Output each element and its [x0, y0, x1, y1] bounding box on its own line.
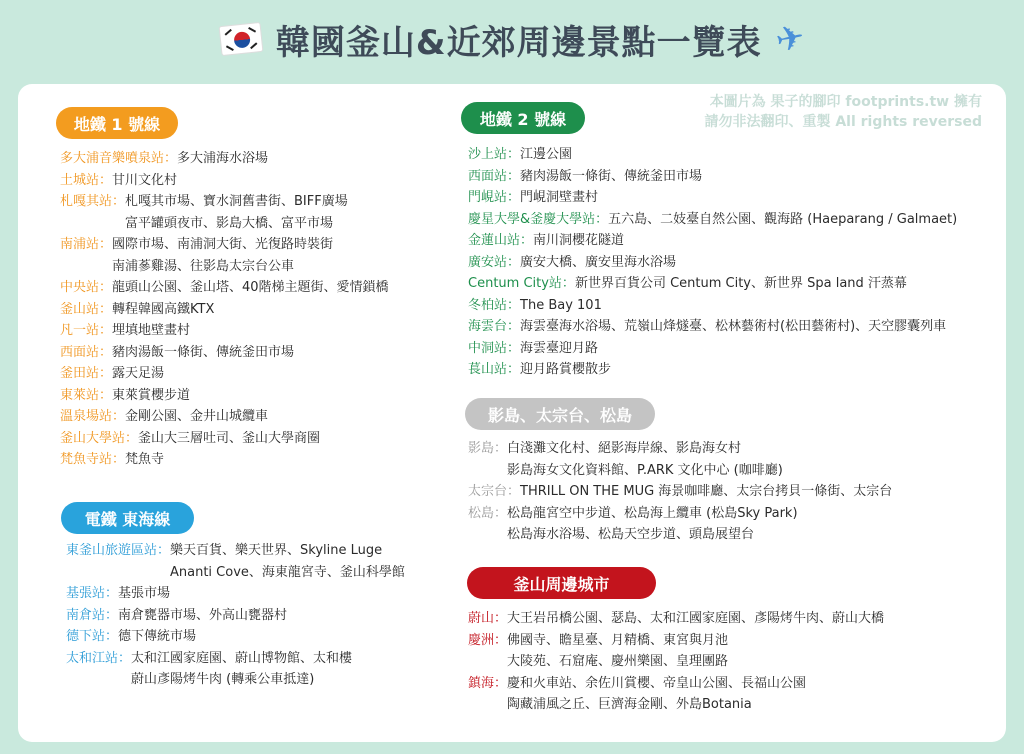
station-name: 西面站： [60, 344, 113, 360]
station-name: 影島： [468, 441, 508, 456]
station-name: 土城站： [60, 172, 113, 188]
attractions-text: 基張市場 [118, 586, 171, 601]
attractions-text: 江邊公園 [520, 147, 573, 162]
station-name: 東釜山旅遊區站： [66, 543, 171, 558]
list-item [468, 295, 957, 317]
station-name: 西面站： [468, 168, 521, 184]
attractions-text: 南川洞櫻花隧道 [533, 233, 625, 248]
attractions-text: 多大浦海水浴場 [177, 151, 269, 166]
list-item [468, 187, 957, 209]
attractions-text: THRILL ON THE MUG 海景咖啡廳、太宗台拷貝一條街、太宗台 [520, 484, 893, 499]
attractions-continuation: 富平罐頭夜市、影島大橋、富平市場 [125, 215, 334, 231]
station-name: 蔚山： [468, 611, 508, 626]
station-name: 慶洲： [468, 632, 508, 648]
station-name: 松島： [468, 505, 508, 521]
station-name: 鎮海： [468, 675, 508, 691]
station-name: 釜田站： [60, 366, 113, 381]
list-item [60, 320, 389, 342]
list-item [468, 608, 884, 630]
attractions-text: 佛國寺、瞻星臺、月精橋、東宮與月池 [507, 632, 729, 648]
attractions-text: 德下傳統市場 [118, 629, 197, 644]
watermark: 本圖片為 果子的腳印 footprints.tw 擁有 請勿非法翻印、重製 All rights reversed [704, 94, 982, 130]
station-name: 東萊站： [60, 387, 113, 403]
list-item [60, 170, 389, 192]
list-item [468, 338, 957, 360]
list-item [60, 277, 389, 299]
station-name: 廣安站： [468, 254, 521, 270]
list-item [468, 144, 957, 166]
attractions-text: The Bay 101 [520, 297, 602, 313]
station-name: 基張站： [66, 586, 119, 601]
list-item [468, 630, 884, 652]
station-name: 中央站： [60, 280, 113, 295]
station-name: 沙上站： [468, 147, 521, 162]
line2-list [468, 144, 957, 381]
list-item [60, 191, 389, 213]
attractions-text: 海雲臺海水浴場、荒嶺山烽燧臺、松林藝術村(松田藝術村)、天空膠囊列車 [520, 319, 947, 334]
attractions-text: 廣安大橋、廣安里海水浴場 [520, 254, 677, 270]
section-label-line2: 地鐵 2 號線 [461, 102, 585, 134]
list-item [468, 316, 957, 338]
list-item [468, 230, 957, 252]
station-name: 釜山大學站： [60, 430, 139, 446]
donghae-list [66, 540, 405, 691]
attractions-text: 轉程韓國高鐵KTX [112, 301, 215, 317]
korea-flag-icon [218, 22, 263, 56]
list-item [468, 438, 892, 460]
section-label-islands: 影島、太宗台、松島 [465, 398, 655, 430]
station-name: 梵魚寺站： [60, 452, 126, 467]
attractions-continuation: 影島海女文化資料館、P.ARK 文化中心 (咖啡廳) [507, 462, 783, 478]
list-item [468, 209, 957, 231]
attractions-text: 國際市場、南浦洞大街、光復路時裝街 [112, 237, 334, 252]
attractions-text: 海雲臺迎月路 [520, 340, 599, 356]
attractions-text: 松島龍宮空中步道、松島海上纜車 (松島Sky Park) [507, 505, 798, 521]
attractions-text: 白淺灘文化村、絕影海岸線、影島海女村 [507, 441, 742, 456]
list-item [468, 273, 957, 295]
list-item [468, 481, 892, 503]
page-title: 韓國釜山&近郊周邊景點一覽表 [275, 22, 762, 63]
attractions-continuation: 蔚山彥陽烤牛肉 (轉乘公車抵達) [131, 672, 315, 687]
station-name: 釜山站： [60, 301, 113, 317]
attractions-continuation: 南浦蔘雞湯、往影島太宗台公車 [112, 258, 295, 274]
station-name: 札嘎其站： [60, 194, 126, 209]
attractions-continuation: Ananti Cove、海東龍宮寺、釜山科學館 [170, 564, 405, 580]
station-name: 慶星大學&釜慶大學站： [468, 211, 609, 227]
station-name: 德下站： [66, 629, 119, 644]
section-label-nearby: 釜山周邊城市 [467, 567, 656, 599]
attractions-continuation: 大陵苑、石窟庵、慶州樂園、皇理團路 [507, 654, 729, 669]
station-name: 門峴站： [468, 190, 521, 205]
airplane-icon: ✈ [771, 16, 808, 62]
attractions-text: 金剛公園、金井山城纜車 [125, 409, 269, 424]
list-item [468, 503, 892, 525]
list-item [66, 540, 405, 562]
station-name: Centum City站： [468, 276, 575, 291]
attractions-continuation: 陶藏浦風之丘、巨濟海金剛、外島Botania [507, 697, 752, 712]
attractions-text: 露天足湯 [112, 366, 165, 381]
station-name: 南倉站： [66, 607, 119, 623]
content-card [18, 84, 1006, 742]
list-item [66, 583, 405, 605]
nearby-list [468, 608, 884, 716]
list-item [468, 359, 957, 381]
list-item [60, 363, 389, 385]
station-name: 海雲台： [468, 319, 521, 334]
attractions-text: 札嘎其市場、寶水洞舊書街、BIFF廣場 [125, 194, 348, 209]
station-name: 太宗台： [468, 484, 521, 499]
attractions-text: 樂天百貨、樂天世界、Skyline Luge [170, 543, 383, 558]
attractions-continuation: 松島海水浴場、松島天空步道、頭島展望台 [507, 527, 755, 542]
attractions-text: 龍頭山公園、釜山塔、40階梯主題街、愛情鎖橋 [112, 280, 389, 295]
attractions-text: 埋填地壁畫村 [112, 323, 191, 338]
station-name: 溫泉場站： [60, 409, 126, 424]
attractions-text: 南倉甕器市場、外高山甕器村 [118, 607, 288, 623]
list-item [60, 148, 389, 170]
list-item [468, 166, 957, 188]
station-name: 南浦站： [60, 237, 113, 252]
list-item [60, 428, 389, 450]
attractions-text: 大王岩吊橋公園、瑟島、太和江國家庭園、彥陽烤牛肉、蔚山大橋 [507, 611, 885, 626]
list-item [66, 648, 405, 670]
list-item [66, 626, 405, 648]
list-item [66, 605, 405, 627]
attractions-text: 迎月路賞櫻散步 [520, 362, 612, 377]
attractions-text: 新世界百貨公司 Centum City、新世界 Spa land 汗蒸幕 [574, 276, 907, 291]
attractions-text: 門峴洞壁畫村 [520, 190, 599, 205]
station-name: 萇山站： [468, 362, 521, 377]
station-name: 太和江站： [66, 650, 132, 666]
header [0, 0, 1024, 78]
station-name: 冬柏站： [468, 297, 521, 313]
list-item [60, 385, 389, 407]
list-item [60, 342, 389, 364]
attractions-text: 梵魚寺 [125, 452, 165, 467]
list-item [60, 406, 389, 428]
attractions-text: 豬肉湯飯一條街、傳統釜田市場 [520, 168, 703, 184]
section-label-donghae: 電鐵 東海線 [61, 502, 194, 534]
list-item [468, 673, 884, 695]
station-name: 凡一站： [60, 323, 113, 338]
list-item [60, 449, 389, 471]
attractions-text: 釜山大三層吐司、釜山大學商圈 [138, 430, 321, 446]
attractions-text: 太和江國家庭園、蔚山博物館、太和樓 [131, 650, 353, 666]
attractions-text: 豬肉湯飯一條街、傳統釜田市場 [112, 344, 295, 360]
list-item [60, 299, 389, 321]
line1-list [60, 148, 389, 471]
section-label-line1: 地鐵 1 號線 [56, 107, 178, 139]
attractions-text: 慶和火車站、余佐川賞櫻、帝皇山公園、長福山公園 [507, 675, 807, 691]
list-item [468, 252, 957, 274]
attractions-text: 甘川文化村 [112, 172, 178, 188]
attractions-text: 東萊賞櫻步道 [112, 387, 191, 403]
list-item [60, 234, 389, 256]
islands-list [468, 438, 892, 546]
station-name: 多大浦音樂噴泉站： [60, 151, 178, 166]
station-name: 金蓮山站： [468, 233, 534, 248]
station-name: 中洞站： [468, 340, 521, 356]
attractions-text: 五六島、二妓臺自然公園、觀海路 (Haeparang / Galmaet) [608, 211, 958, 227]
